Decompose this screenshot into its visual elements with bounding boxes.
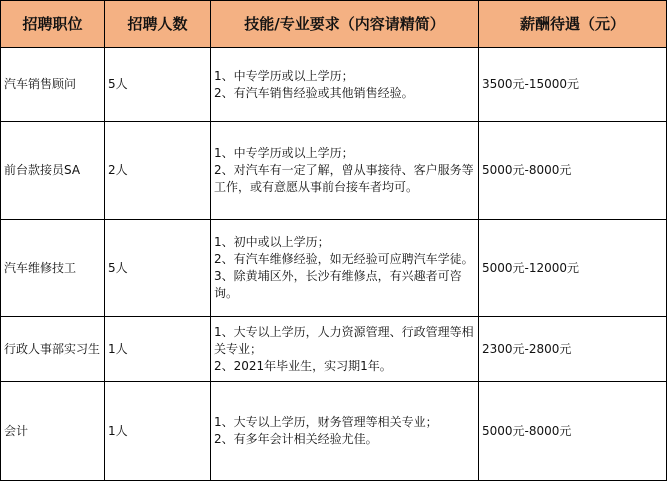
table-row xyxy=(1,382,667,481)
requirement-line: 2、有汽车维修经验，如无经验可应聘汽车学徒。 xyxy=(214,252,474,266)
requirement-line: 2、对汽车有一定了解，曾从事接待、客户服务等工作，或有意愿从事前台接车者均可。 xyxy=(214,163,474,194)
requirements-cell xyxy=(211,48,479,122)
requirement-line: 2、有汽车销售经验或其他销售经验。 xyxy=(214,85,414,100)
position-cell: 前台款接员SA xyxy=(1,122,105,220)
position-cell: 行政人事部实习生 xyxy=(1,317,105,382)
salary-cell: 5000元-12000元 xyxy=(479,220,667,317)
requirements-cell xyxy=(211,317,479,382)
requirements-cell xyxy=(211,122,479,220)
requirements-cell xyxy=(211,220,479,317)
position-cell: 汽车销售顾问 xyxy=(1,48,105,122)
table-row xyxy=(1,48,667,122)
count-cell: 5人 xyxy=(105,220,211,317)
requirements-cell xyxy=(211,382,479,481)
requirement-line: 2、有多年会计相关经验尤佳。 xyxy=(214,432,378,446)
salary-cell: 5000元-8000元 xyxy=(479,122,667,220)
count-cell: 1人 xyxy=(105,382,211,481)
requirement-line: 1、大专以上学历，财务管理等相关专业； xyxy=(214,415,438,429)
count-cell: 1人 xyxy=(105,317,211,382)
requirement-line: 1、中专学历或以上学历； xyxy=(214,146,354,160)
position-cell: 会计 xyxy=(1,382,105,481)
table-row xyxy=(1,220,667,317)
requirement-line: 2、2021年毕业生，实习期1年。 xyxy=(214,358,392,373)
salary-cell: 5000元-8000元 xyxy=(479,382,667,481)
requirement-line: 1、初中或以上学历； xyxy=(214,235,330,249)
header-count: 招聘人数 xyxy=(105,1,211,48)
salary-cell: 2300元-2800元 xyxy=(479,317,667,382)
position-cell: 汽车维修技工 xyxy=(1,220,105,317)
requirement-line: 1、中专学历或以上学历； xyxy=(214,68,354,83)
count-cell: 5人 xyxy=(105,48,211,122)
header-position: 招聘职位 xyxy=(1,1,105,48)
salary-cell: 3500元-15000元 xyxy=(479,48,667,122)
table-row xyxy=(1,317,667,382)
count-cell: 2人 xyxy=(105,122,211,220)
requirement-line: 3、除黄埔区外，长沙有维修点，有兴趣者可咨询。 xyxy=(214,269,462,300)
requirement-line: 1、大专以上学历，人力资源管理、行政管理等相关专业； xyxy=(214,324,474,356)
header-requirements: 技能/专业要求（内容请精简） xyxy=(211,1,479,48)
header-salary: 薪酬待遇（元） xyxy=(479,1,667,48)
table-row xyxy=(1,122,667,220)
header-row xyxy=(1,1,667,48)
